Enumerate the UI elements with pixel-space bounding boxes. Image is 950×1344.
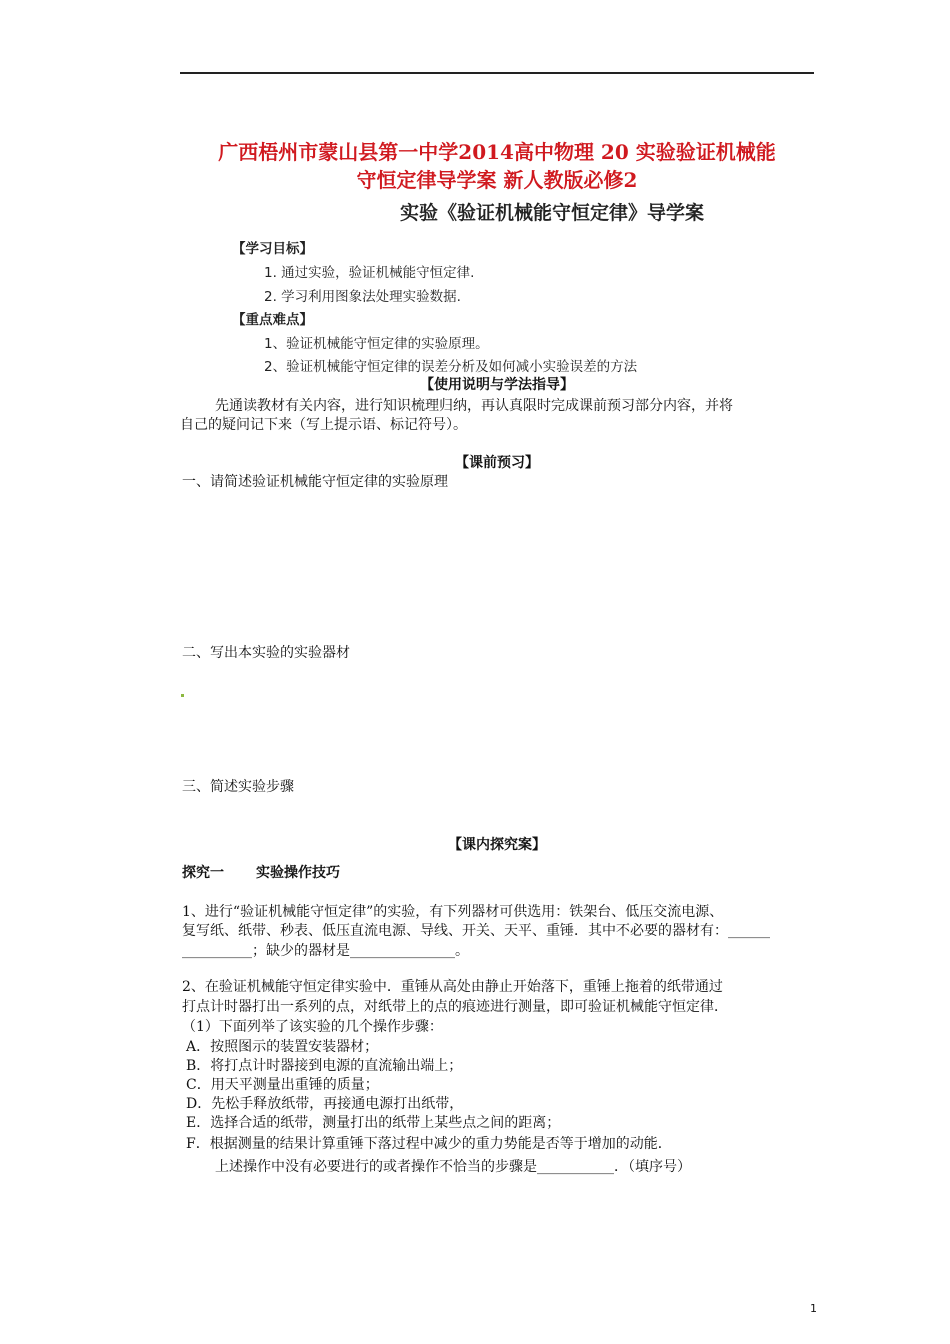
step-e: E．选择合适的纸带，测量打出的纸带上某些点之间的距离；	[186, 1115, 561, 1131]
difficulty-item-1: 1、验证机械能守恒定律的实验原理。	[264, 336, 489, 352]
objective-item-2: 2. 学习利用图象法处理实验数据.	[264, 289, 461, 305]
q2-line-2: 打点计时器打出一系列的点，对纸带上的点的痕迹进行测量，即可验证机械能守恒定律．	[182, 999, 728, 1015]
explore-title: 实验操作技巧	[256, 865, 340, 881]
answer-line: 上述操作中没有必要进行的或者操作不恰当的步骤是___________．（填序号）	[215, 1159, 691, 1175]
q1-line-1: 1、进行“验证机械能守恒定律”的实验，有下列器材可供选用：铁架台、低压交流电源、	[182, 904, 724, 920]
preview-question-1: 一、请简述验证机械能守恒定律的实验原理	[182, 474, 448, 490]
preview-question-3: 三、简述实验步骤	[182, 779, 294, 795]
q2-line-1: 2、在验证机械能守恒定律实验中．重锤从高处由静止开始落下，重锤上拖着的纸带通过	[182, 979, 723, 995]
objective-item-1: 1. 通过实验，验证机械能守恒定律.	[264, 265, 475, 281]
inclass-heading: 【课内探究案】	[448, 837, 546, 853]
step-a: A．按照图示的装置安装器材；	[186, 1039, 379, 1055]
step-f: F．根据测量的结果计算重锤下落过程中减少的重力势能是否等于增加的动能．	[186, 1136, 672, 1152]
q1-line-3: __________；缺少的器材是_______________。	[182, 943, 469, 959]
stray-mark	[181, 694, 184, 697]
step-d: D．先松手释放纸带，再接通电源打出纸带，	[186, 1096, 464, 1112]
doc-title-line2: 守恒定律导学案 新人教版必修2	[356, 168, 638, 192]
guide-line-1: 先通读教材有关内容，进行知识梳理归纳，再认真限时完成课前预习部分内容，并将	[215, 398, 733, 414]
guide-heading: 【使用说明与学法指导】	[420, 377, 574, 393]
step-b: B．将打点计时器接到电源的直流输出端上；	[186, 1058, 463, 1074]
page-number: 1	[810, 1302, 817, 1315]
objectives-heading: 【学习目标】	[232, 241, 313, 257]
preview-heading: 【课前预习】	[455, 455, 539, 471]
guide-line-2: 自己的疑问记下来（写上提示语、标记符号）。	[180, 417, 467, 433]
step-c: C．用天平测量出重锤的质量；	[186, 1077, 379, 1093]
q2-sub-1: （1）下面列举了该实验的几个操作步骤：	[182, 1019, 443, 1035]
q1-line-2: 复写纸、纸带、秒表、低压直流电源、导线、开关、天平、重锤．其中不必要的器材有：______	[182, 923, 770, 939]
difficulty-item-2: 2、验证机械能守恒定律的误差分析及如何减小实验误差的方法	[264, 359, 638, 375]
doc-title-line1: 广西梧州市蒙山县第一中学2014高中物理 20 实验验证机械能	[218, 140, 776, 164]
difficulties-heading: 【重点难点】	[232, 312, 313, 328]
explore-label: 探究一	[182, 865, 224, 881]
preview-question-2: 二、写出本实验的实验器材	[182, 645, 350, 661]
header-rule	[180, 72, 814, 74]
doc-subtitle: 实验《验证机械能守恒定律》导学案	[400, 202, 705, 224]
